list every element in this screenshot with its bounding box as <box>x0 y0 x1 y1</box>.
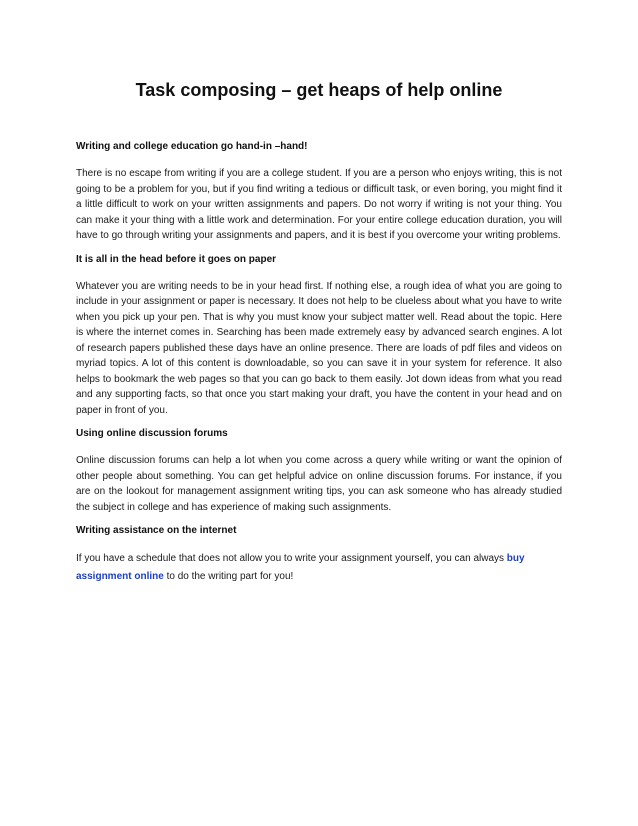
section-heading: Using online discussion forums <box>76 428 228 439</box>
section-heading: It is all in the head before it goes on paper <box>76 253 277 265</box>
section-paragraph: Whatever you are writing needs to be in your head first. If nothing else, a rough idea of what you are going to include in your assignment or paper is necessary. It does not help to be clueless about what you have to write when you pick up your pen. That is why you must know your subject matter well. Read about the topic. Here is where the internet comes in. Searching has been made extremely easy by advanced search engines. A lot of research papers published these days have an online presence. There are loads of pdf files and videos on myriad topics. A lot of this content is downloadable, so you can save it in your system for reference. It also helps to bookmark the web pages so that you can go back to them easily. Jot down ideas from what you read and any supporting facts, so that once you start making your draft, you have the content in your head and on paper in front of you. <box>76 280 562 416</box>
buy-assignment-online-link[interactable]: buy assignment online <box>76 553 525 582</box>
section-heading: Writing and college education go hand-in –hand! <box>76 141 308 152</box>
section-writing-and-college <box>76 140 562 244</box>
paragraph-text-after-link: to do the writing part for you! <box>163 571 294 582</box>
page-title: Task composing – get heaps of help online <box>135 80 503 100</box>
section-writing-assistance <box>76 524 562 586</box>
section-paragraph <box>76 550 562 586</box>
section-paragraph: There is no escape from writing if you are a college student. If you are a person who enjoys writing, this is not going to be a problem for you, but if you find writing a tedious or difficult task, or even boring, you might find it a little difficult to work on your written assignments and papers. Do not worry if writing is not your thing. You can make it your thing with a little work and determination. For your entire college education duration, you will have to go through writing your assignments and papers, and it is best if you overcome your writing problems. <box>76 168 562 241</box>
paragraph-text-before-link: If you have a schedule that does not allow you to write your assignment yourself, you can always <box>76 553 507 564</box>
document-body <box>76 78 562 595</box>
section-discussion-forums <box>76 427 562 515</box>
section-heading: Writing assistance on the internet <box>76 525 237 536</box>
section-paragraph: Online discussion forums can help a lot when you come across a query while writing or want the opinion of other people about something. You can get helpful advice on online discussion forums. For instance, if you are on the lookout for management assignment writing tips, you can ask someone who has already studied the subject in college and has experience of making such assignments. <box>76 455 562 513</box>
section-in-the-head <box>76 253 562 419</box>
